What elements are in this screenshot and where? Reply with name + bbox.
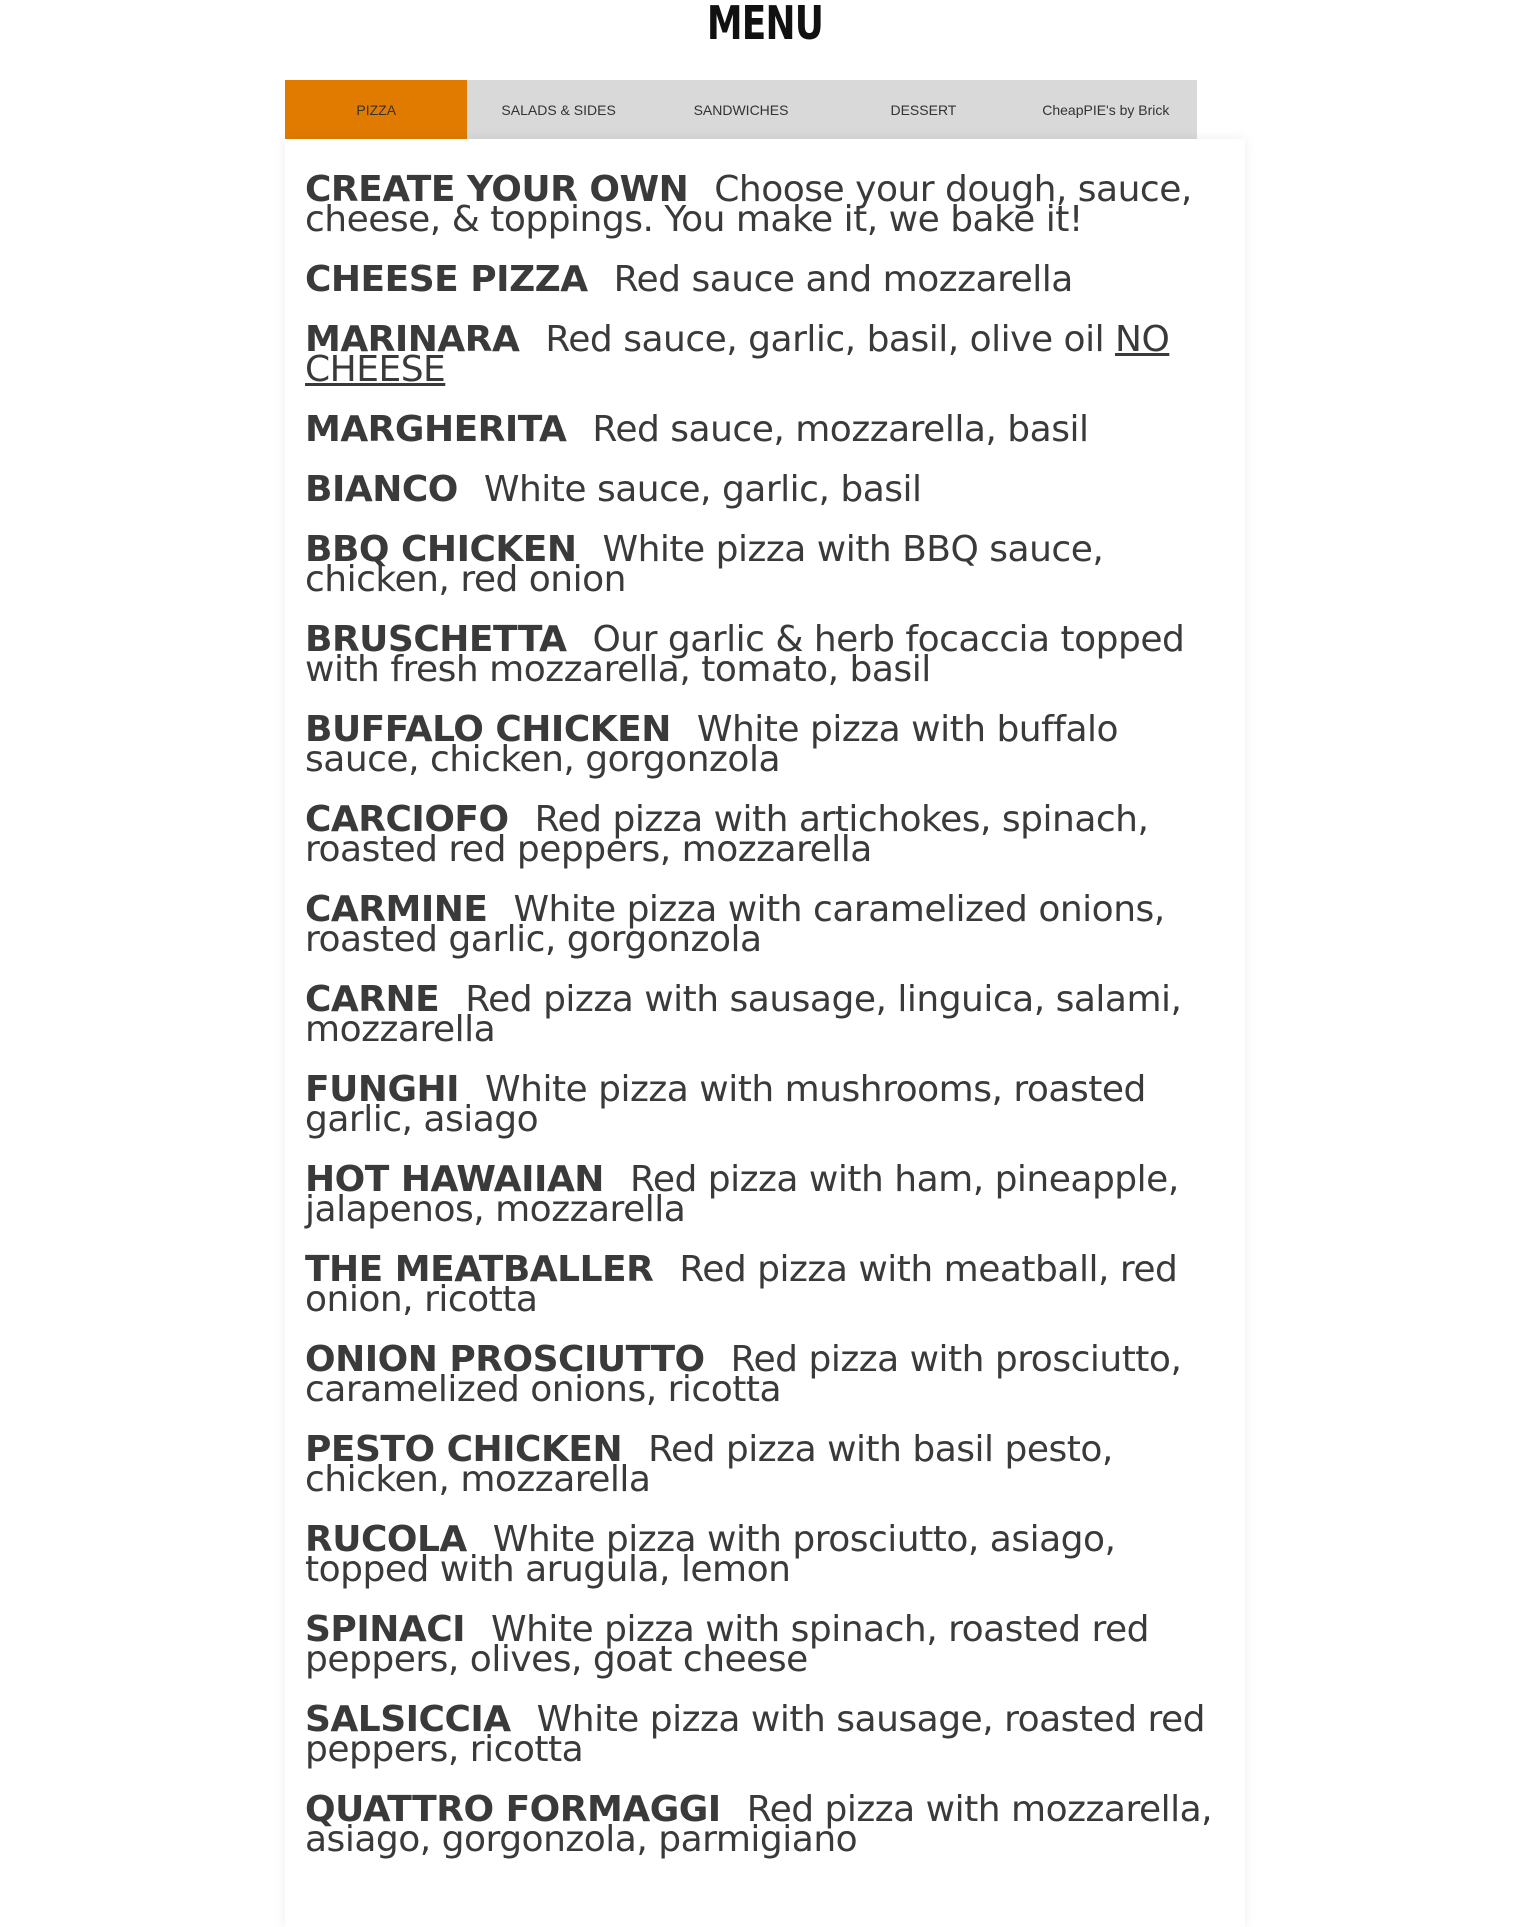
- menu-item-name: QUATTRO FORMAGGI: [305, 1789, 721, 1830]
- menu-item-description: Red pizza with artichokes, spinach, roasted red peppers, mozzarella: [305, 799, 1149, 870]
- menu-item-description: Red sauce and mozzarella: [613, 259, 1073, 300]
- page-title: MENU: [706, 0, 824, 50]
- menu-item-name: BRUSCHETTA: [305, 619, 567, 660]
- menu-item: [305, 529, 1235, 600]
- tab-dessert[interactable]: DESSERT: [890, 101, 957, 118]
- menu-item: [305, 1429, 1235, 1500]
- menu-item-name: THE MEATBALLER: [305, 1249, 654, 1290]
- tab-salads-sides[interactable]: SALADS & SIDES: [501, 101, 616, 118]
- menu-item-name: RUCOLA: [305, 1519, 467, 1560]
- menu-item-description: Choose your dough, sauce, cheese, & toppings. You make it, we bake it!: [305, 169, 1192, 240]
- no-cheese-note: NO CHEESE: [305, 319, 1170, 390]
- menu-item-description: Red pizza with sausage, linguica, salami, mozzarella: [305, 979, 1182, 1050]
- menu-item-description: Red pizza with mozzarella, asiago, gorgonzola, parmigiano: [305, 1789, 1213, 1860]
- menu-item-description: White pizza with buffalo sauce, chicken, gorgonzola: [305, 709, 1119, 780]
- menu-item-description: Red sauce, mozzarella, basil: [592, 409, 1089, 450]
- menu-item-name: SPINACI: [305, 1609, 466, 1650]
- menu-item: [305, 1789, 1235, 1860]
- menu-item-name: PESTO CHICKEN: [305, 1429, 623, 1470]
- menu-item: [305, 1069, 1235, 1140]
- menu-item-name: CHEESE PIZZA: [305, 259, 588, 300]
- menu-item: [305, 319, 1235, 390]
- menu-item: [305, 1699, 1235, 1770]
- menu-item-description: Red pizza with meatball, red onion, ricotta: [305, 1249, 1178, 1320]
- menu-item-name: HOT HAWAIIAN: [305, 1159, 604, 1200]
- menu-item: [305, 259, 1235, 300]
- menu-item: [305, 469, 1235, 510]
- menu-item-name: MARINARA: [305, 319, 520, 360]
- menu-item-description: White sauce, garlic, basil: [483, 469, 922, 510]
- menu-item-description: White pizza with mushrooms, roasted garlic, asiago: [305, 1069, 1146, 1140]
- menu-item-description: White pizza with sausage, roasted red peppers, ricotta: [305, 1699, 1206, 1770]
- menu-item-description: White pizza with spinach, roasted red peppers, olives, goat cheese: [305, 1609, 1150, 1680]
- menu-item-name: MARGHERITA: [305, 409, 567, 450]
- menu-item: [305, 169, 1235, 240]
- tab-cheappies-by-brick[interactable]: CheapPIE's by Brick: [1042, 101, 1170, 118]
- menu-item-name: CARMINE: [305, 889, 488, 930]
- menu-item: [305, 1519, 1235, 1590]
- menu-item: [305, 1159, 1235, 1230]
- menu-panel: [285, 139, 1245, 1927]
- menu-item-description: White pizza with BBQ sauce, chicken, red onion: [305, 529, 1104, 600]
- menu-item: [305, 979, 1235, 1050]
- menu-item-name: FUNGHI: [305, 1069, 460, 1110]
- menu-item-description: Red pizza with basil pesto, chicken, mozzarella: [305, 1429, 1113, 1500]
- menu-item-name: SALSICCIA: [305, 1699, 511, 1740]
- menu-item: [305, 889, 1235, 960]
- menu-item: [305, 1249, 1235, 1320]
- menu-item-description: Red sauce, garlic, basil, olive oil: [545, 319, 1105, 360]
- menu-item: [305, 709, 1235, 780]
- menu-item-description: Our garlic & herb focaccia topped with fresh mozzarella, tomato, basil: [305, 619, 1185, 690]
- menu-item-description: Red pizza with prosciutto, caramelized onions, ricotta: [305, 1339, 1182, 1410]
- menu-item: [305, 799, 1235, 870]
- menu-item: [305, 619, 1235, 690]
- menu-list: [305, 169, 1235, 1885]
- menu-item-name: CREATE YOUR OWN: [305, 169, 689, 210]
- menu-item-name: BUFFALO CHICKEN: [305, 709, 671, 750]
- menu-item-name: BBQ CHICKEN: [305, 529, 577, 570]
- tab-sandwiches[interactable]: SANDWICHES: [693, 101, 789, 118]
- menu-item-name: CARCIOFO: [305, 799, 509, 840]
- menu-item-description: White pizza with caramelized onions, roasted garlic, gorgonzola: [305, 889, 1165, 960]
- menu-item-description: White pizza with prosciutto, asiago, topped with arugula, lemon: [305, 1519, 1116, 1590]
- tab-pizza[interactable]: PIZZA: [285, 80, 467, 139]
- menu-item: [305, 1609, 1235, 1680]
- menu-item-name: BIANCO: [305, 469, 458, 510]
- menu-item: [305, 409, 1235, 450]
- menu-item: [305, 1339, 1235, 1410]
- menu-item-name: CARNE: [305, 979, 440, 1020]
- menu-item-name: ONION PROSCIUTTO: [305, 1339, 705, 1380]
- menu-category-tabs: [285, 80, 1197, 139]
- menu-item-description: Red pizza with ham, pineapple, jalapenos, mozzarella: [305, 1159, 1179, 1230]
